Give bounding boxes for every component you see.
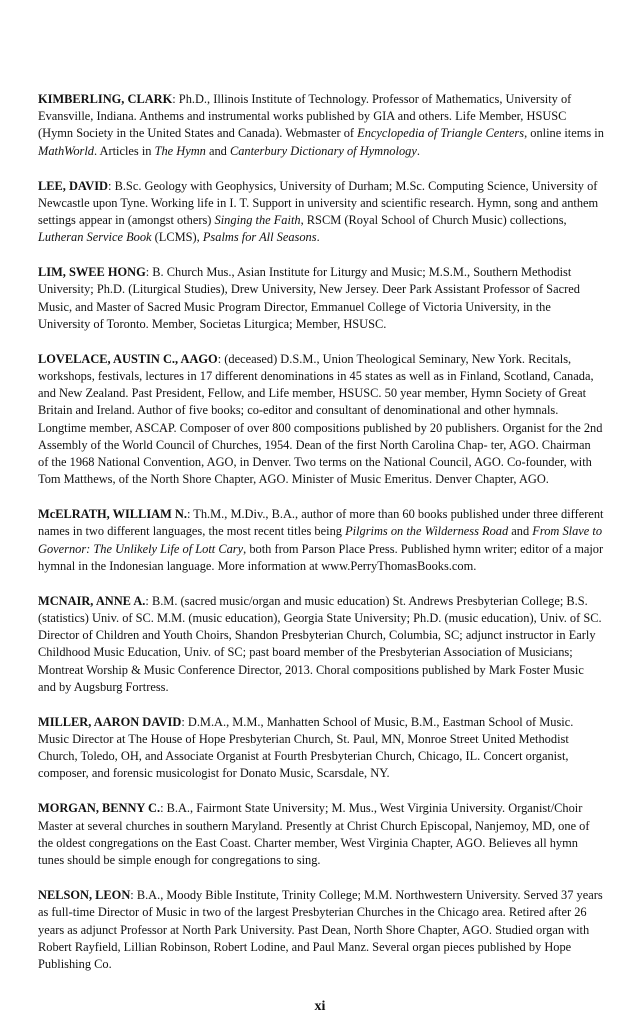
entry-text: Anthems and instrumental works published by GIA and others. Life Member, HSUSC (Hymn Society in the United States and [38,109,567,141]
italic-title: Dictionary of Hymnology [290,143,417,158]
entry-name: LIM, SWEE HONG [38,265,146,280]
entry-name: LOVELACE, AUSTIN C., AAGO [38,351,218,366]
entry-text: churches in southern Maryland. Presently at Christ Church Episcopal, Nanjemoy, MD, one of the oldest congregations on the East [38,818,590,850]
italic-title: Lutheran Service Book [38,230,152,245]
biography-entry [38,91,604,160]
italic-title: MathWorld [38,143,94,158]
entry-name: McELRATH, WILLIAM N. [38,507,187,522]
entry-text: with Tom Matthews, of the North Shore Chapter, AGO. Minister of Music Emeritus. Denver Chapter, AGO. [38,455,592,487]
entry-name: LEE, DAVID [38,178,109,193]
entry-text: different languages, the most recent titles being [107,524,346,539]
biography-entry [38,178,604,247]
biography-list [38,91,604,991]
entry-text: Th.M., M.Div., B.A., author of more than 60 books published under three different names in two [38,507,604,539]
name-separator: : [181,714,188,729]
entry-text: (Liturgical Studies), Drew University, New Jersey. Deer Park Assistant Professor of Sacred Music, and Master of Sacred Music [38,282,580,314]
name-separator: : [108,178,115,193]
entry-name: MCNAIR, ANNE A. [38,593,146,608]
entry-line [343,317,386,331]
entry-text: and [205,143,230,158]
entry-text: and [508,524,533,539]
entry-text: B. Church Mus., Asian Institute for Liturgy and Music; M.S.M., Southern Methodist University; Ph.D. [38,265,572,297]
name-separator: : [186,507,194,522]
italic-title: Singing the Faith [214,213,301,228]
entry-text: B.A., Fairmont State University; M. Mus., West Virginia University. Organist/Choir Master at several [38,801,583,833]
entry-text: Ph.D., Illinois Institute of Technology. Professor of Mathematics, University of Evansville, Indiana. [38,92,572,124]
name-separator: : [130,888,137,903]
entry-text: compositions published by Mark Foster Music and by Augsburg Fortress. [38,662,584,694]
entry-text: Tyne. Working life in I. T. Support in university and scientific research. Hymn, song and anthem settings appear in (amongst others) [38,195,599,228]
page-number: xi [314,999,326,1014]
entry-text: board member of the Presbyterian Association of Musicians; Montreat Worship & Music Conference Director, 2013. Choral [38,645,573,677]
entry-text: . Articles in [94,143,155,158]
name-separator: : [217,351,225,366]
entry-text: B.A., Moody Bible Institute, Trinity College; M.M. Northwestern University. Served 37 years as full-time [38,888,603,920]
biography-entry [38,887,604,973]
italic-title: Pilgrims on the Wilderness Road [345,524,509,539]
italic-title: Psalms for All Seasons [202,230,317,245]
entry-text: (deceased) D.S.M., Union Theological Seminary, New York. Recitals, workshops, festivals, [38,351,572,384]
biography-entry [38,593,604,696]
entry-text: (LCMS), [151,230,203,245]
entry-text: Canada). Webmaster of [237,126,358,141]
entry-text: Choirs, Shandon Presbyterian Church, Columbia, SC; adjunct instructor in Early Childhood Music Education, Univ. of SC; past [38,628,596,660]
entry-name: MILLER, AARON DAVID [38,714,182,729]
italic-title: Encyclopedia of Triangle Centers [357,126,525,141]
entry-text: . [416,143,420,158]
entry-text: by 20 publishers. Organist for the 2nd Assembly of the World Council of Churches, 1954. Dean of the first North Carolina Chap- [38,420,603,452]
name-separator: : [145,593,152,608]
entry-line [290,144,420,158]
entry-text: SC. M.M. (music education), Georgia State University; Ph.D. (music education), Univ. of SC. Director of Children and Youth [38,611,602,643]
biography-entry [38,714,604,783]
entry-text: Program Director, Emmanuel College of Victoria University, in the University of Toronto. Member, Societas Liturgica; Member, [38,299,551,331]
entry-text: and consultant of denominational and other hymnals. Longtime member, ASCAP. Composer of over 800 compositions published [38,403,559,435]
entry-line [248,559,477,573]
italic-title: The Hymn [154,143,206,158]
entry-name: MORGAN, BENNY C. [38,801,161,816]
entry-text: Fellow, and Life member, HSUSC. 50 year member, Hymn Society of Great Britain and Ireland. Author of five books; co-editor [38,386,587,418]
entry-name: NELSON, LEON [38,888,131,903]
name-separator: : [160,801,167,816]
entry-text: B.M. (sacred music/organ and music education) St. Andrews Presbyterian College; B.S. (statistics) Univ. of [38,593,588,626]
biography-entry [38,264,604,333]
entry-text: , both from Parson Place Press. Published hymn writer; editor of a major hymnal in the Indonesian language. More [38,541,604,573]
biography-entry [38,351,604,489]
italic-title: Canterbury [229,143,288,158]
entry-text: Lodine, and Paul Manz. Several organ pieces published by Hope Publishing Co. [38,939,572,971]
entry-text: Coast. Charter member, West Virginia Chapter, AGO. Believes all hymn tunes should be simple enough for congregations to sing. [38,835,578,868]
entry-name: KIMBERLING, CLARK [38,92,173,106]
italic-title: Lott Cary [195,541,244,556]
entry-text: HSUSC. [343,316,387,331]
entry-text: lectures in 17 different denominations in 45 states as well as in Finland, Scotland, Canada, and New Zealand. Past President, [38,369,594,401]
entry-text: Director of Music in two of the largest Presbyterian Churches in the Chicago area. Retired after 26 years as adjunct Professor at [38,905,587,937]
entry-text: , online items in [524,126,604,141]
entry-text: B.Sc. Geology with Geophysics, University of Durham; M.Sc. Computing Science, University of Newcastle upon [38,178,598,210]
entry-text: information at www.PerryThomasBooks.com. [247,558,477,573]
entry-text: . [316,230,320,245]
entry-text: , RSCM (Royal School of Church Music) collections, [300,213,567,228]
entry-text: North Park University. Past Dean, North Shore Chapter, AGO. Studied organ with Robert Rayfield, Lillian Robinson, Robert [38,922,590,954]
name-separator: : [145,265,153,280]
entry-text: Fourth Presbyterian Church, Chicago, IL. Concert organist, composer, and forensic musicologist for Donato Music, Scarsdale, NY. [38,749,569,781]
biography-entry [38,506,604,575]
entry-text: D.M.A., M.M., Manhatten School of Music, B.M., Eastman School of Music. Music Director at The [38,714,574,747]
entry-text: ter, AGO. Chairman of the 1968 National Convention, AGO, in Denver. Two terms on the National Council, AGO. Co-founder, [38,437,591,470]
italic-title: From Slave to Governor: The Unlikely Life of [38,524,603,556]
name-separator: : [172,92,179,106]
entry-text: House of Hope Presbyterian Church, St. Paul, MN, Monroe Street United Methodist Church, Toledo, OH, and Associate Organist at [38,732,569,764]
biography-entry [38,800,604,869]
